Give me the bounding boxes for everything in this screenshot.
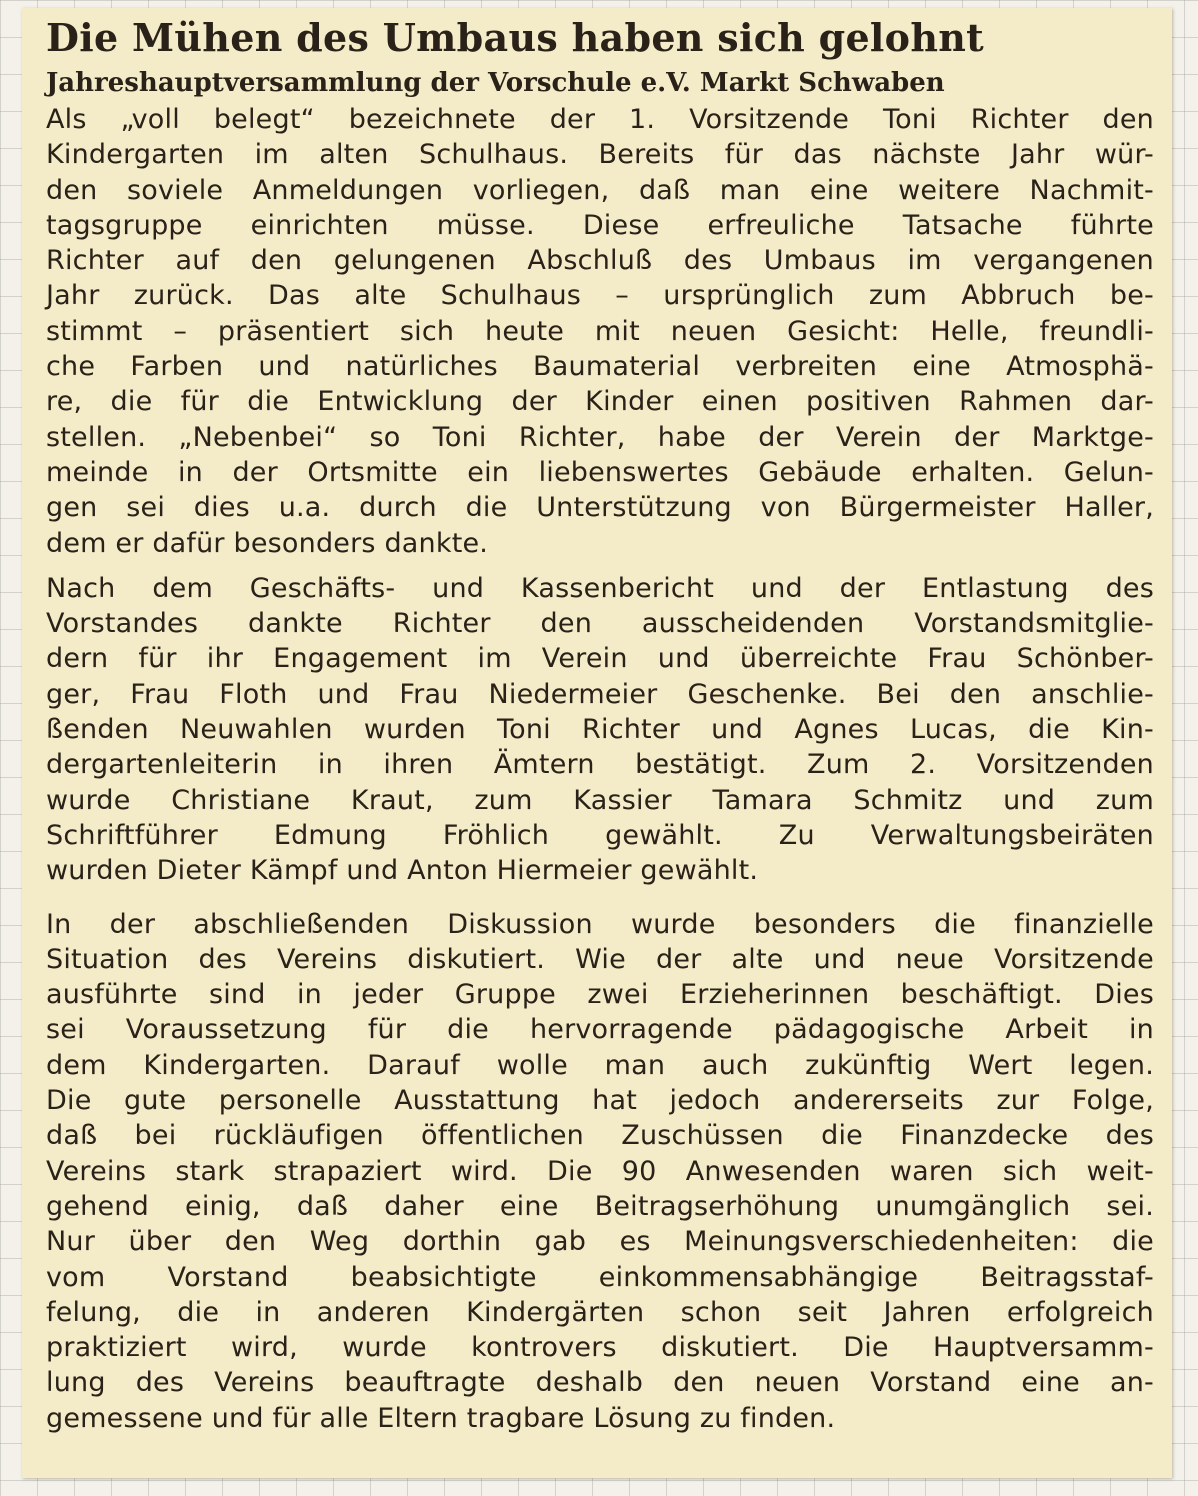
text-line: gemessene und für alle Eltern tragbare Lösung zu finden. xyxy=(46,1402,836,1434)
text-line: praktiziert wird, wurde kontrovers diskutiert. Die Hauptversamm- xyxy=(46,1332,1154,1364)
paragraph-1 xyxy=(46,102,1154,561)
newspaper-clipping xyxy=(22,8,1172,1478)
text-line: dem Kindergarten. Darauf wolle man auch zukünftig Wert legen. xyxy=(46,1049,1154,1081)
article-headline: Die Mühen des Umbaus haben sich gelohnt xyxy=(46,15,985,60)
text-line: re, die für die Entwicklung der Kinder einen positiven Rahmen dar- xyxy=(46,386,1154,418)
text-line: lung des Vereins beauftragte deshalb den neuen Vorstand eine an- xyxy=(46,1367,1154,1399)
text-line: dergartenleiterin in ihren Ämtern bestätigt. Zum 2. Vorsitzenden xyxy=(46,749,1154,781)
text-line: den soviele Anmeldungen vorliegen, daß man eine weitere Nachmit- xyxy=(46,174,1154,206)
text-line: sei Voraussetzung für die hervorragende pädagogische Arbeit in xyxy=(46,1014,1154,1046)
text-line: Vorstandes dankte Richter den ausscheidenden Vorstandsmitglie- xyxy=(46,608,1154,640)
text-line: dern für ihr Engagement im Verein und überreichte Frau Schönber- xyxy=(46,643,1154,675)
text-line: daß bei rückläufigen öffentlichen Zuschüssen die Finanzdecke des xyxy=(46,1120,1154,1152)
text-line: ger, Frau Floth und Frau Niedermeier Geschenke. Bei den anschlie- xyxy=(46,678,1154,710)
article-subheadline: Jahreshauptversammlung der Vorschule e.V. Markt Schwaben xyxy=(46,68,945,98)
text-line: Schriftführer Edmung Fröhlich gewählt. Zu Verwaltungsbeiräten xyxy=(46,819,1154,851)
text-line: ßenden Neuwahlen wurden Toni Richter und Agnes Lucas, die Kin- xyxy=(46,714,1154,746)
paragraph-2 xyxy=(46,571,1154,889)
text-line: Richter auf den gelungenen Abschluß des Umbaus im vergangenen xyxy=(46,245,1154,277)
text-line: ausführte sind in jeder Gruppe zwei Erzieherinnen beschäftigt. Dies xyxy=(46,979,1154,1011)
text-line: che Farben und natürliches Baumaterial verbreiten eine Atmosphä- xyxy=(46,351,1154,383)
text-line: gen sei dies u.a. durch die Unterstützung von Bürgermeister Haller, xyxy=(46,492,1154,524)
text-line: Jahr zurück. Das alte Schulhaus – ursprünglich zum Abbruch be- xyxy=(46,280,1154,312)
text-line: stimmt – präsentiert sich heute mit neuen Gesicht: Helle, freundli- xyxy=(46,315,1154,347)
text-line: Die gute personelle Ausstattung hat jedoch andererseits zur Folge, xyxy=(46,1085,1154,1117)
text-line: Vereins stark strapaziert wird. Die 90 Anwesenden waren sich weit- xyxy=(46,1155,1154,1187)
text-line: In der abschließenden Diskussion wurde besonders die finanzielle xyxy=(46,908,1154,940)
text-line: vom Vorstand beabsichtigte einkommensabhängige Beitragsstaf- xyxy=(46,1261,1154,1293)
text-line: felung, die in anderen Kindergärten schon seit Jahren erfolgreich xyxy=(46,1296,1154,1328)
text-line: stellen. „Nebenbei“ so Toni Richter, habe der Verein der Marktge- xyxy=(46,421,1154,453)
text-line: wurden Dieter Kämpf und Anton Hiermeier gewählt. xyxy=(46,855,759,887)
text-line: gehend einig, daß daher eine Beitragserhöhung unumgänglich sei. xyxy=(46,1190,1154,1222)
article-body xyxy=(46,102,1154,1436)
text-line: meinde in der Ortsmitte ein liebenswertes Gebäude erhalten. Gelun- xyxy=(46,456,1154,488)
text-line: Nach dem Geschäfts- und Kassenbericht und der Entlastung des xyxy=(46,572,1154,604)
paragraph-spacer xyxy=(46,889,1154,907)
paragraph-spacer xyxy=(46,561,1154,571)
paragraph-3 xyxy=(46,907,1154,1436)
text-line: Kindergarten im alten Schulhaus. Bereits für das nächste Jahr wür- xyxy=(46,139,1154,171)
text-line: Als „voll belegt“ bezeichnete der 1. Vorsitzende Toni Richter den xyxy=(46,104,1154,135)
text-line: dem er dafür besonders dankte. xyxy=(46,527,489,559)
text-line: Situation des Vereins diskutiert. Wie der alte und neue Vorsitzende xyxy=(46,943,1154,975)
text-line: tagsgruppe einrichten müsse. Diese erfreuliche Tatsache führte xyxy=(46,209,1154,241)
text-line: Nur über den Weg dorthin gab es Meinungsverschiedenheiten: die xyxy=(46,1226,1154,1258)
text-line: wurde Christiane Kraut, zum Kassier Tamara Schmitz und zum xyxy=(46,784,1154,816)
